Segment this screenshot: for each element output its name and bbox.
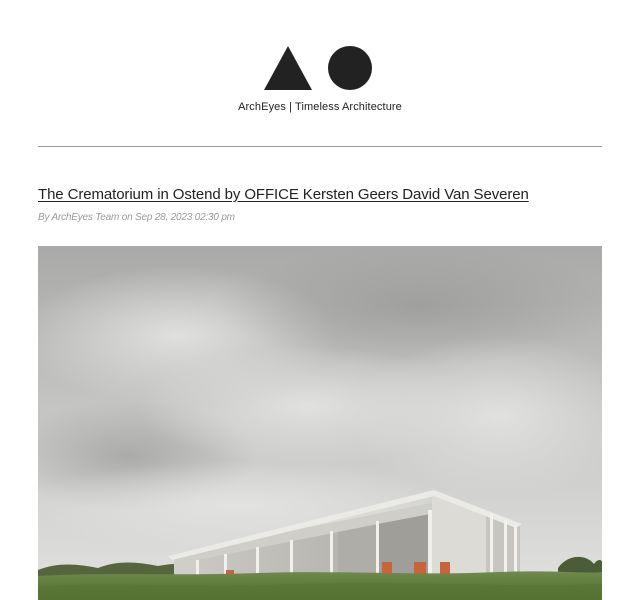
meta-on-label: on bbox=[121, 212, 133, 223]
post-title-link[interactable]: The Crematorium in Ostend by OFFICE Kersten Geers David Van Severen bbox=[38, 186, 529, 203]
post-meta bbox=[38, 212, 235, 223]
triangle-icon bbox=[264, 46, 312, 90]
building-photo bbox=[38, 246, 602, 600]
site-header bbox=[0, 0, 640, 146]
cloud bbox=[138, 346, 478, 466]
post-author: ArchEyes Team bbox=[51, 212, 120, 223]
site-logo[interactable] bbox=[262, 44, 374, 92]
site-tagline: ArchEyes | Timeless Architecture bbox=[238, 101, 402, 113]
meta-by-label: By bbox=[38, 212, 50, 223]
grass bbox=[38, 583, 602, 600]
header-divider bbox=[38, 146, 602, 147]
post-date: Sep 28, 2023 02:30 pm bbox=[135, 212, 235, 223]
circle-icon bbox=[328, 46, 372, 90]
hero-image[interactable] bbox=[38, 246, 602, 600]
